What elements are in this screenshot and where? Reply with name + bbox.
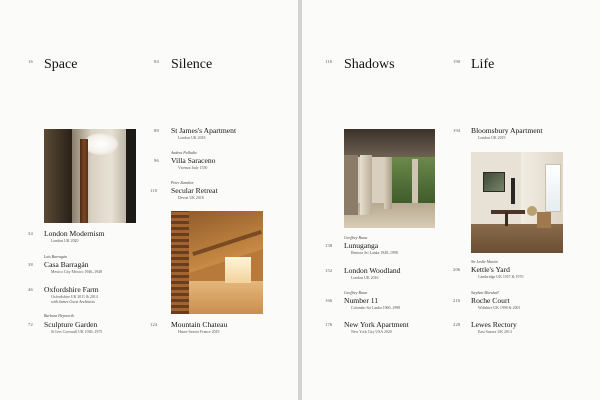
chapter-number: 16 <box>28 59 33 64</box>
entry-page-number: 110 <box>150 188 158 193</box>
entry-meta: Bentota Sri Lanka 1948–1998 <box>351 251 398 255</box>
photo-lunuganga <box>344 129 435 228</box>
entry-page-number: 88 <box>154 128 159 133</box>
entry-meta: Vicenza Italy 1550 <box>178 166 208 170</box>
entry-page-number: 228 <box>453 322 461 327</box>
entry-architect: Geoffrey Bawa <box>344 236 368 240</box>
entry-architect: Peter Zumthor <box>171 181 194 185</box>
entry-title: Number 11 <box>344 296 379 305</box>
entry-page-number: 176 <box>325 322 333 327</box>
entry-page-number: 124 <box>150 322 158 327</box>
entry-meta: Devon UK 2018 <box>178 196 204 200</box>
entry-architect: Geoffrey Bawa <box>344 291 368 295</box>
entry-title: Sculpture Garden <box>44 320 98 329</box>
entry-meta: Colombo Sri Lanka 1960–1998 <box>351 306 401 310</box>
entry-page-number: 46 <box>28 287 33 292</box>
entry-page-number: 206 <box>453 267 461 272</box>
entry-title: New York Apartment <box>344 320 409 329</box>
entry-architect: Sir Leslie Martin <box>471 260 498 264</box>
photo-kettles-yard <box>471 152 563 253</box>
left-page <box>0 0 298 400</box>
entry-page-number: 152 <box>325 268 333 273</box>
entry-architect: Barbara Hepworth <box>44 314 74 318</box>
entry-meta: Mexico City Mexico 1946–1948 <box>51 270 102 274</box>
entry-meta: Oxfordshire UK 2011 & 2014 <box>51 295 98 299</box>
entry-title: Villa Saraceno <box>171 156 216 165</box>
entry-title: Bloomsbury Apartment <box>471 126 543 135</box>
entry-architect: Luis Barragán <box>44 255 67 259</box>
entry-page-number: 96 <box>154 158 159 163</box>
entry-title: Casa Barragán <box>44 260 89 269</box>
entry-meta: London UK 2016 <box>351 276 379 280</box>
entry-meta: Wiltshire UK 1998 & 2001 <box>478 306 521 310</box>
entry-page-number: 216 <box>453 298 461 303</box>
entry-page-number: 38 <box>28 262 33 267</box>
entry-title: Lewes Rectory <box>471 320 517 329</box>
entry-page-number: 194 <box>453 128 461 133</box>
chapter-title: Space <box>44 57 78 72</box>
entry-meta: New York City USA 2020 <box>351 330 392 334</box>
entry-title: Secular Retreat <box>171 186 218 195</box>
entry-title: Lunuganga <box>344 241 379 250</box>
chapter-title: Life <box>471 57 495 72</box>
entry-page-number: 72 <box>28 322 33 327</box>
entry-meta: Haute-Savoie France 2019 <box>178 330 220 334</box>
entry-meta: London UK 2019 <box>478 136 506 140</box>
photo-london-modernism <box>44 129 136 223</box>
entry-title: Kettle's Yard <box>471 265 510 274</box>
entry-architect: Andrea Palladio <box>171 151 197 155</box>
entry-meta: London UK 2018 <box>178 136 206 140</box>
chapter-number: 116 <box>325 59 333 64</box>
entry-title: London Modernism <box>44 229 105 238</box>
photo-mountain-chateau <box>171 211 263 314</box>
entry-meta: Cambridge UK 1957 & 1970 <box>478 275 524 279</box>
chapter-title: Silence <box>171 57 213 72</box>
entry-meta: East Sussex UK 2013 <box>478 330 512 334</box>
entry-meta: St Ives Cornwall UK 1949–1975 <box>51 330 103 334</box>
chapter-number: 84 <box>154 59 159 64</box>
entry-page-number: 138 <box>325 243 333 248</box>
entry-page-number: 166 <box>325 298 333 303</box>
entry-meta-extra: with James Gorst Architects <box>51 300 95 304</box>
entry-title: St James's Apartment <box>171 126 237 135</box>
entry-title: Mountain Chateau <box>171 320 228 329</box>
entry-meta: London UK 2020 <box>51 239 79 243</box>
entry-title: Oxfordshire Farm <box>44 285 99 294</box>
chapter-number: 190 <box>453 59 461 64</box>
entry-title: London Woodland <box>344 266 401 275</box>
chapter-title: Shadows <box>344 57 395 72</box>
right-page <box>302 0 600 400</box>
entry-architect: Stephen Marshall <box>471 291 499 295</box>
entry-title: Roche Court <box>471 296 510 305</box>
entry-page-number: 34 <box>28 231 33 236</box>
